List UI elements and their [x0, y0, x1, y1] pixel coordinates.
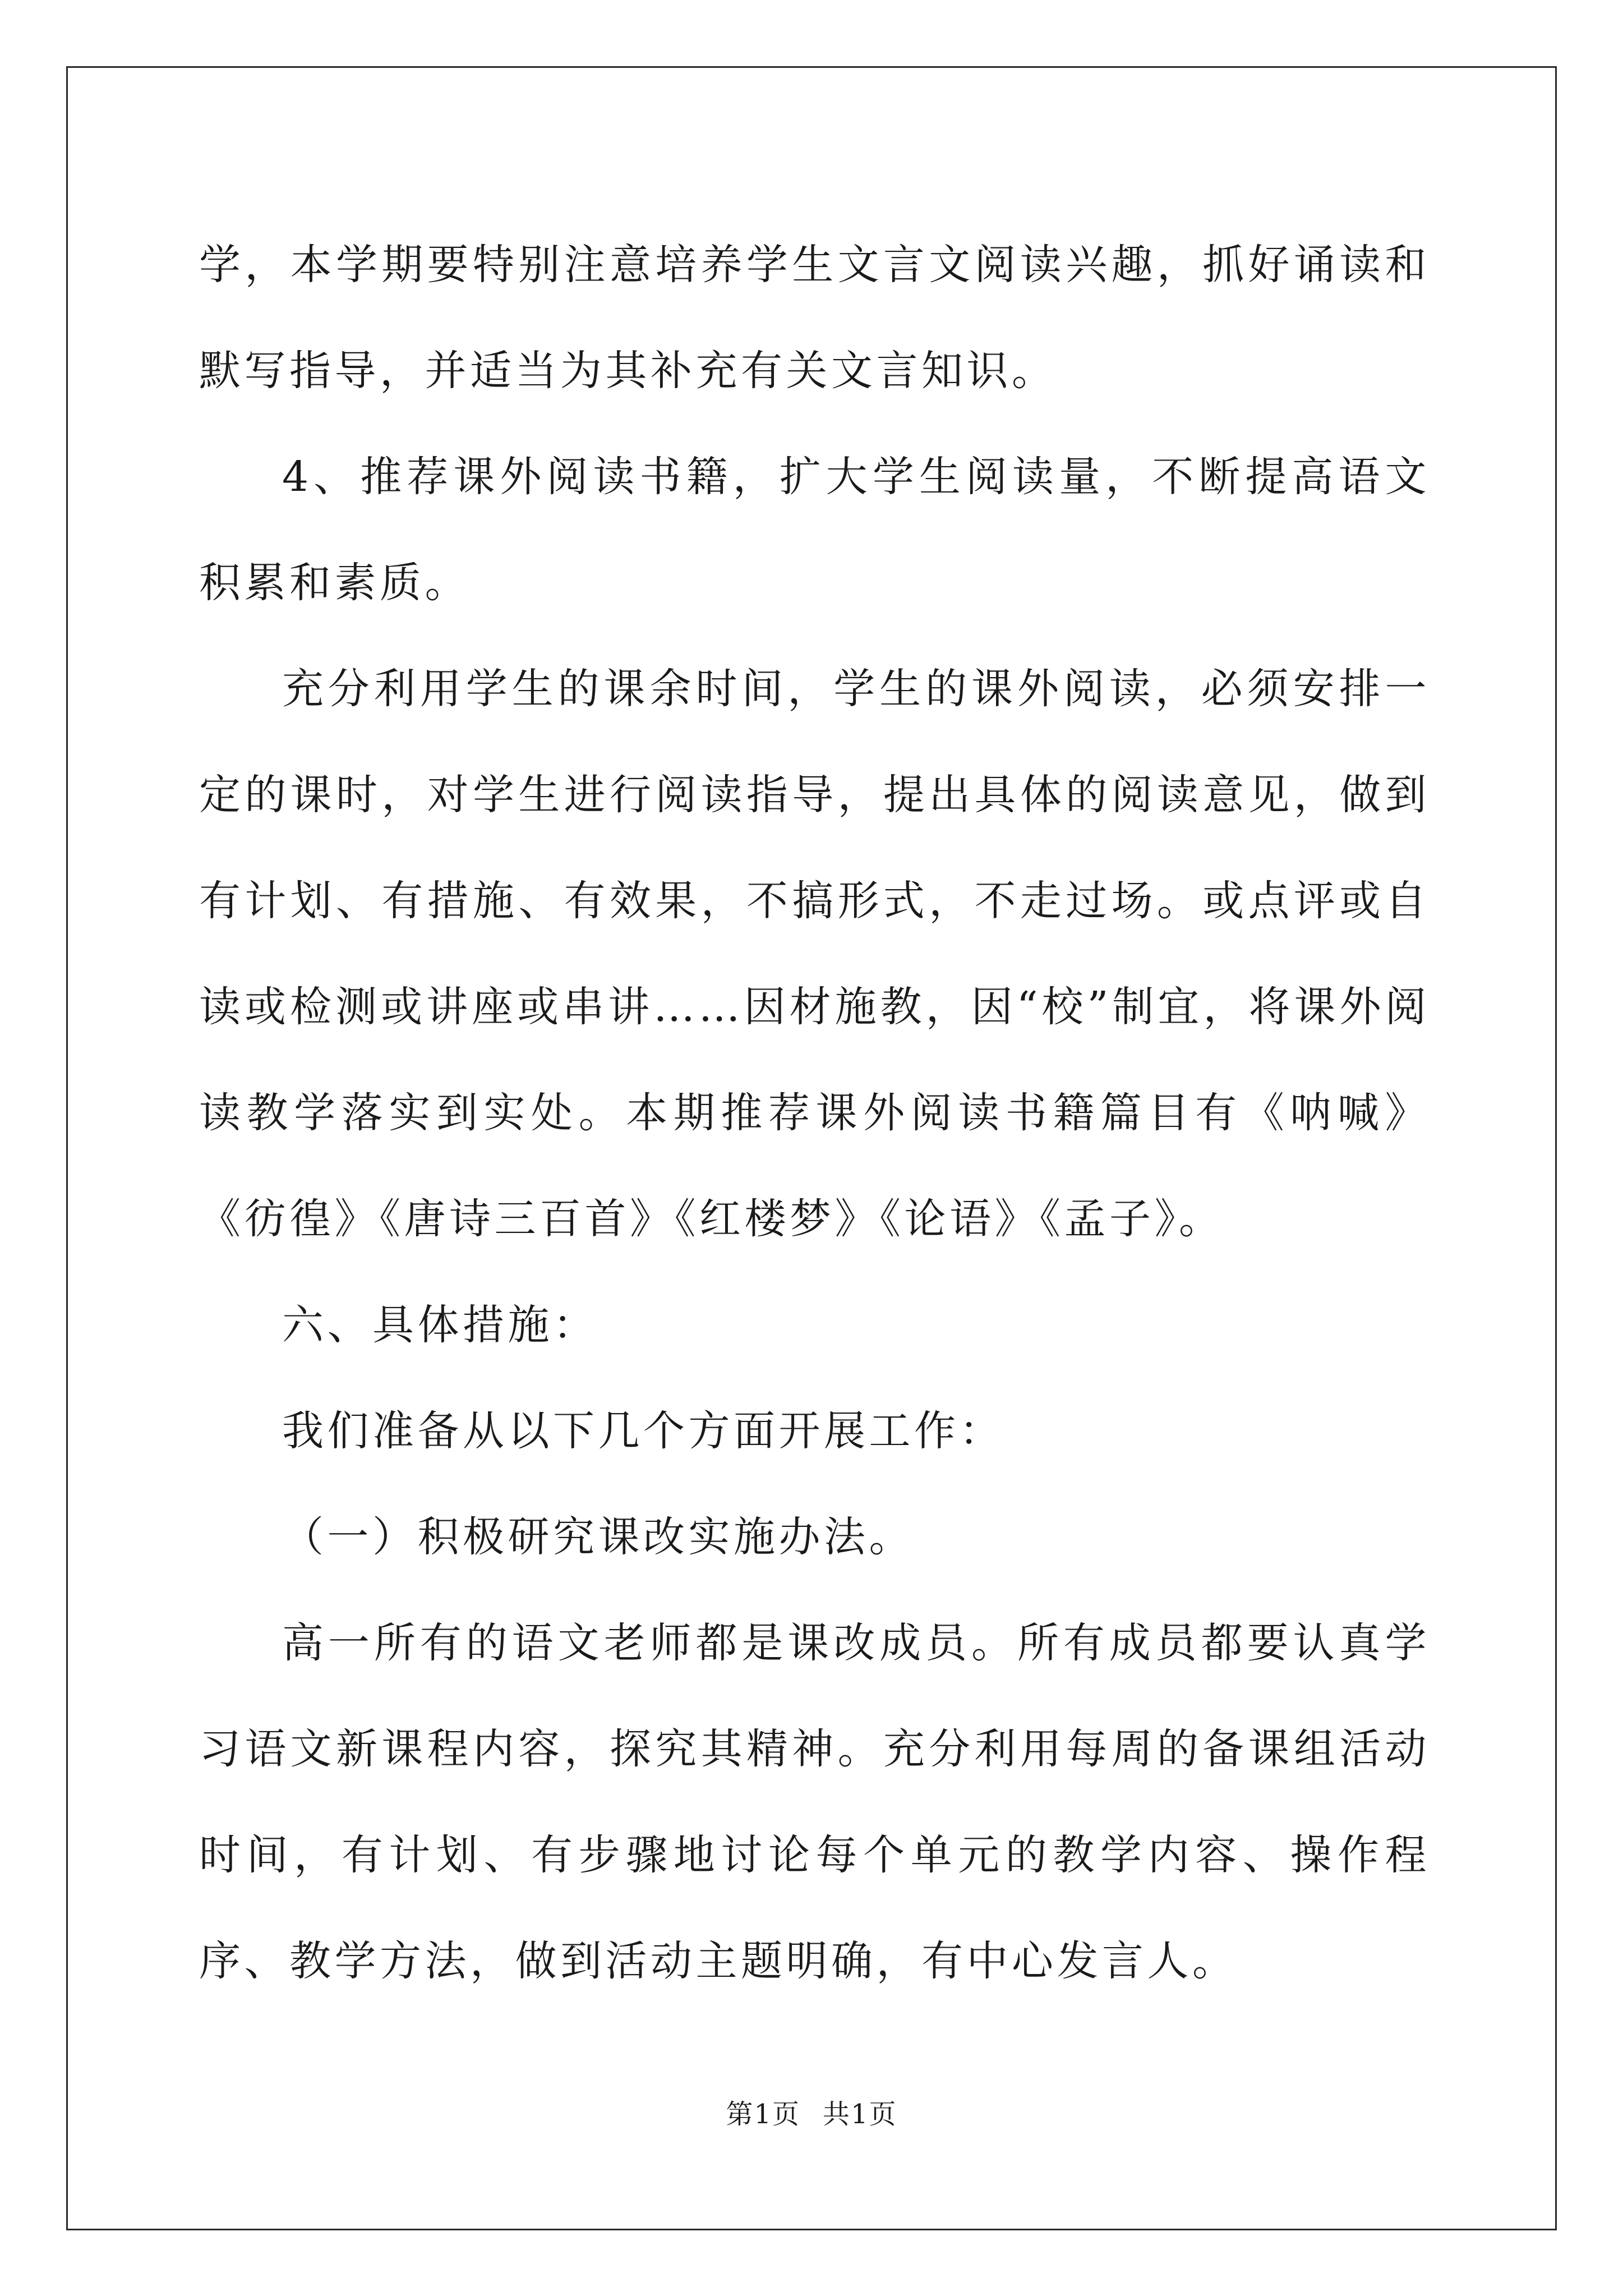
page-total: 共1页 — [823, 2099, 897, 2130]
paragraph: 我们准备从以下几个方面开展工作： — [282, 1407, 1004, 1455]
page-number: 第1页 — [726, 2099, 800, 2130]
paragraph: 高一所有的语文老师都是课改成员。所有成员都要认真学习语文新课程内容，探究其精神。充分利用每周的备课组活动时间，有计划、有步骤地讨论每个单元的教学内容、操作程序、教学方法，做到活动主题明确，有中心发言人。 — [199, 1619, 1430, 1985]
paragraph: 学，本学期要特别注意培养学生文言文阅读兴趣，抓好诵读和默写指导，并适当为其补充有关文言知识。 — [199, 241, 1430, 395]
paragraph: 充分利用学生的课余时间，学生的课外阅读，必须安排一定的课时，对学生进行阅读指导，提出具体的阅读意见，做到有计划、有措施、有效果，不搞形式，不走过场。或点评或自读或检测或讲座或串讲……因材施教，因“校”制宜，将课外阅读教学落实到实处。本期推荐课外阅读书籍篇目有《呐喊》《彷徨》《唐诗三百首》《红楼梦》《论语》《孟子》。 — [199, 665, 1430, 1243]
paragraph: 4、推荐课外阅读书籍，扩大学生阅读量，不断提高语文积累和素质。 — [199, 453, 1430, 607]
subsection-heading: （一）积极研究课改实施办法。 — [282, 1513, 914, 1561]
page-footer — [0, 2092, 1623, 2131]
document-body — [199, 212, 1430, 2014]
section-heading: 六、具体措施： — [282, 1301, 598, 1349]
